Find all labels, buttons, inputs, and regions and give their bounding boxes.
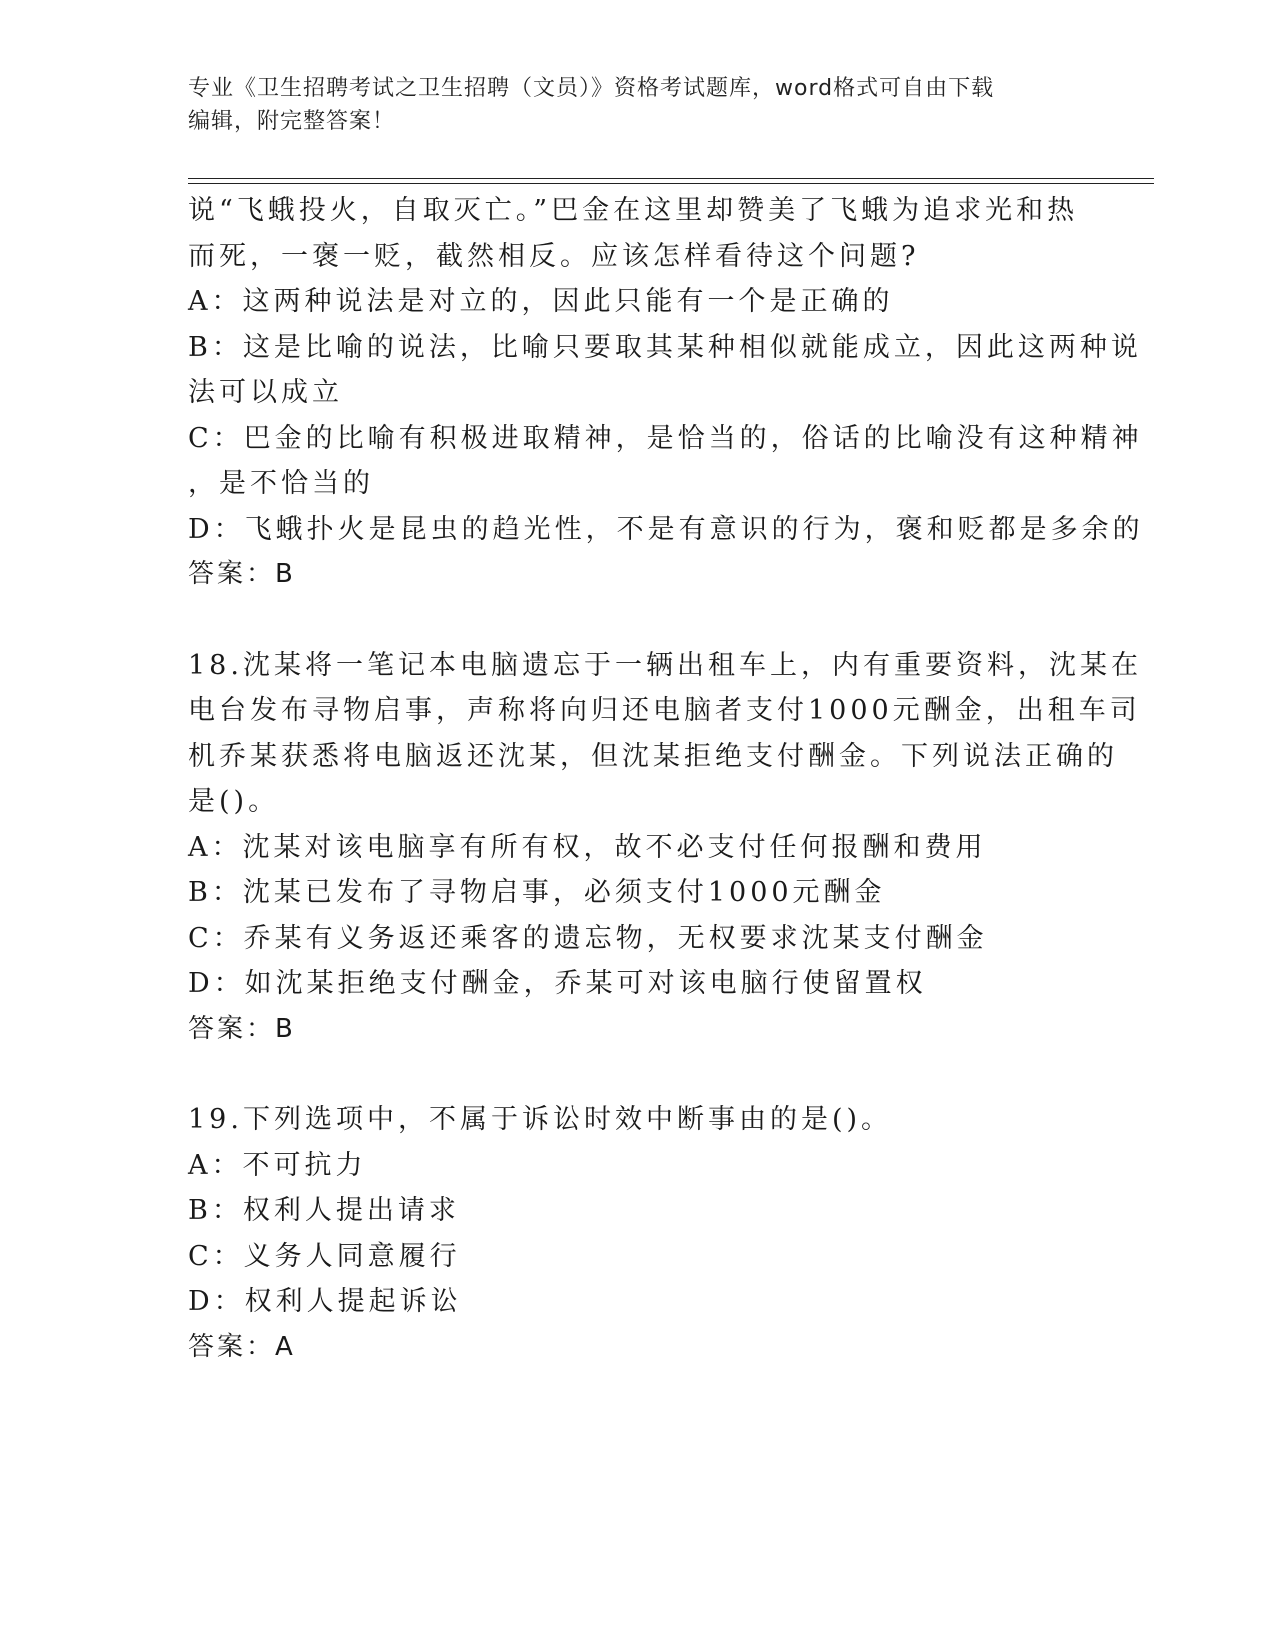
- question-spacer: [188, 598, 1088, 643]
- option-b: B：沈某已发布了寻物启事，必须支付1000元酬金: [188, 877, 886, 908]
- option-c-line: C：巴金的比喻有积极进取精神，是恰当的，俗话的比喻没有这种精神: [188, 422, 1143, 454]
- question-spacer: [188, 1052, 1088, 1097]
- option-c-line: ，是不恰当的: [188, 468, 374, 499]
- question-stem-line: 说“飞蛾投火，自取灭亡。”巴金在这里却赞美了飞蛾为追求光和热: [188, 195, 1079, 226]
- option-c: C：义务人同意履行: [188, 1240, 461, 1272]
- question-17: [188, 188, 1144, 598]
- header-line-2: 编辑，附完整答案！: [188, 109, 396, 134]
- question-stem-line: 机乔某获悉将电脑返还沈某，但沈某拒绝支付酬金。下列说法正确的: [188, 740, 1118, 772]
- question-stem-line: 18.沈某将一笔记本电脑遗忘于一辆出租车上，内有重要资料，沈某在: [188, 649, 1142, 681]
- option-a: A：不可抗力: [188, 1149, 367, 1181]
- option-d: D：飞蛾扑火是昆虫的趋光性，不是有意识的行为，褒和贬都是多余的: [188, 513, 1144, 545]
- header-line-1: 专业《卫生招聘考试之卫生招聘（文员）》资格考试题库，word格式可自由下载: [188, 76, 995, 101]
- option-d: D：如沈某拒绝支付酬金，乔某可对该电脑行使留置权: [188, 968, 927, 999]
- question-stem-line: 19.下列选项中，不属于诉讼时效中断事由的是()。: [188, 1104, 893, 1135]
- answer-label: 答案：A: [188, 1331, 296, 1362]
- option-b: B：权利人提出请求: [188, 1195, 460, 1226]
- option-b-line: B：这是比喻的说法，比喻只要取其某种相似就能成立，因此这两种说: [188, 331, 1142, 363]
- option-d: D：权利人提起诉讼: [188, 1286, 462, 1317]
- answer-label: 答案：B: [188, 559, 296, 589]
- answer-label: 答案：B: [188, 1013, 296, 1044]
- question-18: [188, 643, 1142, 1053]
- question-stem-line: 而死，一褒一贬，截然相反。应该怎样看待这个问题?: [188, 240, 920, 272]
- option-a: A：沈某对该电脑享有所有权，故不必支付任何报酬和费用: [188, 831, 987, 863]
- document-header: [188, 72, 1088, 138]
- header-divider-top: [188, 178, 1154, 179]
- question-stem-line: 电台发布寻物启事，声称将向归还电脑者支付1000元酬金，出租车司: [188, 695, 1141, 726]
- question-stem-line: 是()。: [188, 786, 280, 817]
- question-content: [188, 188, 1144, 1370]
- header-divider-bottom: [188, 183, 1154, 184]
- question-19: [188, 1097, 1088, 1370]
- option-b-line: 法可以成立: [188, 377, 343, 408]
- option-c: C：乔某有义务返还乘客的遗忘物，无权要求沈某支付酬金: [188, 922, 988, 954]
- option-a: A：这两种说法是对立的，因此只能有一个是正确的: [188, 286, 894, 317]
